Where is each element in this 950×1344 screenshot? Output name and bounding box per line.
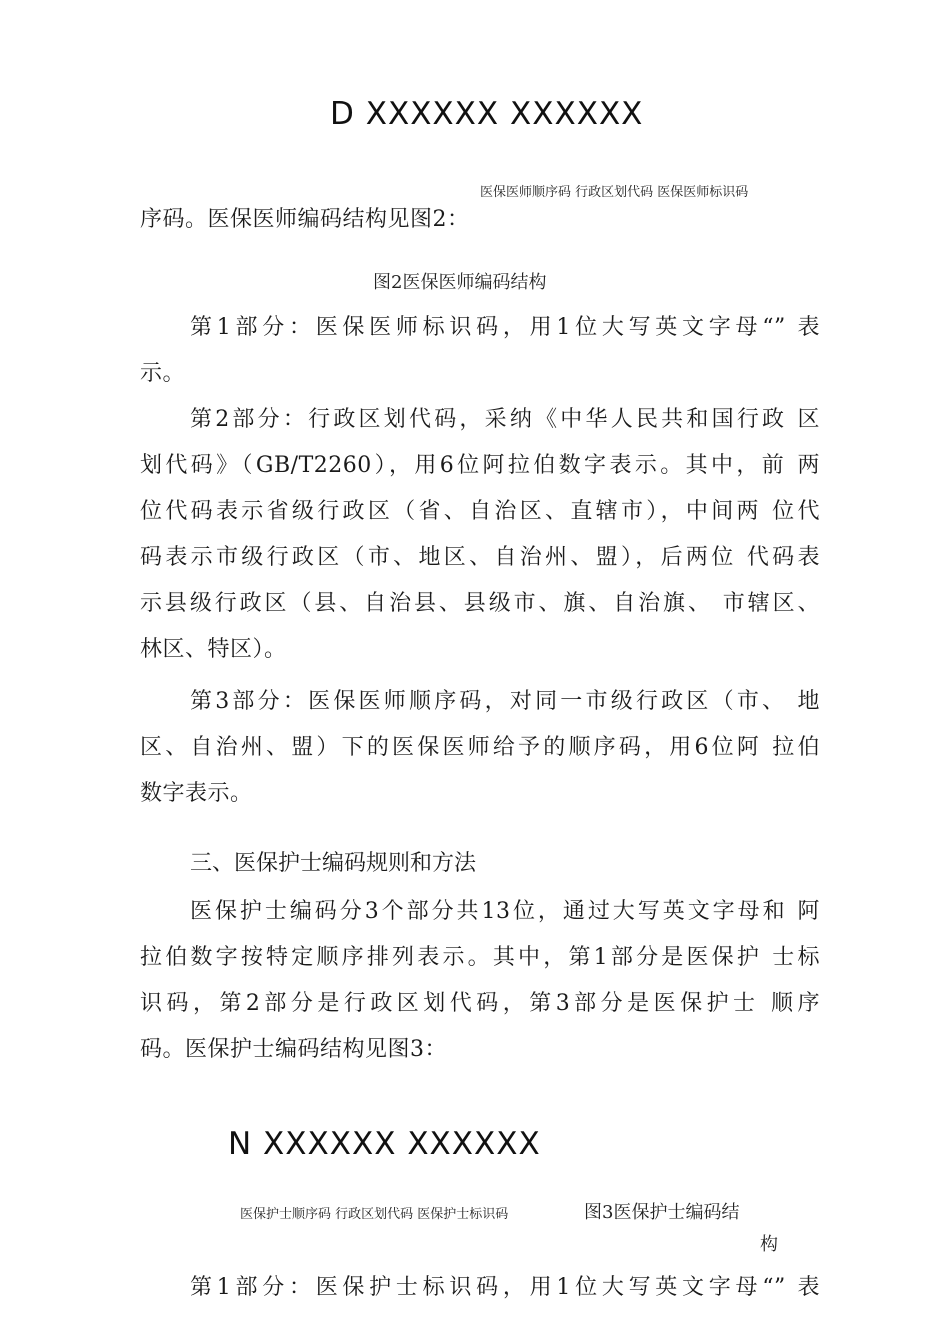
nurse-intro-line-4: 码。医保护士编码结构见图3： [140, 1037, 447, 1062]
section-3-heading: 三、医保护士编码规则和方法 [190, 851, 477, 876]
figure-2-caption: 图2医保医师编码结构 [373, 272, 547, 293]
figure-3-caption-line-2: 构 [760, 1234, 778, 1255]
part2-line-4: 码表示市级行政区（市、地区、自治州、盟），后两位 代码表 [140, 545, 820, 570]
part2-line-6: 林区、特区）。 [140, 637, 287, 662]
part2-line-5: 示县级行政区（县、自治县、县级市、旗、自治旗、 市辖区、 [140, 591, 820, 616]
part1-line-1: 第1部分：医保医师标识码，用1位大写英文字母“” 表 [190, 315, 820, 340]
part2-line-2: 划代码》（GB/T2260），用6位阿拉伯数字表示。其中，前 两 [140, 453, 820, 478]
nurse-intro-line-2: 拉伯数字按特定顺序排列表示。其中，第1部分是医保护 士标 [140, 945, 820, 970]
nurse-intro-line-1: 医保护士编码分3个部分共13位，通过大写英文字母和 阿 [190, 899, 820, 924]
figure-3-caption-line-1: 图3医保护士编码结 [584, 1202, 740, 1223]
part1-line-2: 示。 [140, 361, 186, 386]
nurse-code-format: N XXXXXX XXXXXX [228, 1126, 541, 1162]
doctor-code-format: D XXXXXX XXXXXX [330, 96, 644, 132]
nurse-intro-line-3: 识码，第2部分是行政区划代码，第3部分是医保护士 顺序 [140, 991, 820, 1016]
nurse-code-labels: 医保护士顺序码 行政区划代码 医保护士标识码 [240, 1207, 509, 1222]
part2-line-1: 第2部分：行政区划代码，采纳《中华人民共和国行政 区 [190, 407, 820, 432]
part2-line-3: 位代码表示省级行政区（省、自治区、直辖市），中间两 位代 [140, 499, 820, 524]
nurse-part1-line-1: 第1部分：医保护士标识码，用1位大写英文字母“” 表 [190, 1275, 820, 1300]
part3-line-1: 第3部分：医保医师顺序码，对同一市级行政区（市、 地 [190, 689, 820, 714]
part3-line-2: 区、自治州、盟）下的医保医师给予的顺序码，用6位阿 拉伯 [140, 735, 820, 760]
part3-line-3: 数字表示。 [140, 781, 253, 806]
doctor-intro-tail: 序码。医保医师编码结构见图2： [140, 207, 470, 232]
doctor-code-labels: 医保医师顺序码 行政区划代码 医保医师标识码 [480, 185, 749, 200]
